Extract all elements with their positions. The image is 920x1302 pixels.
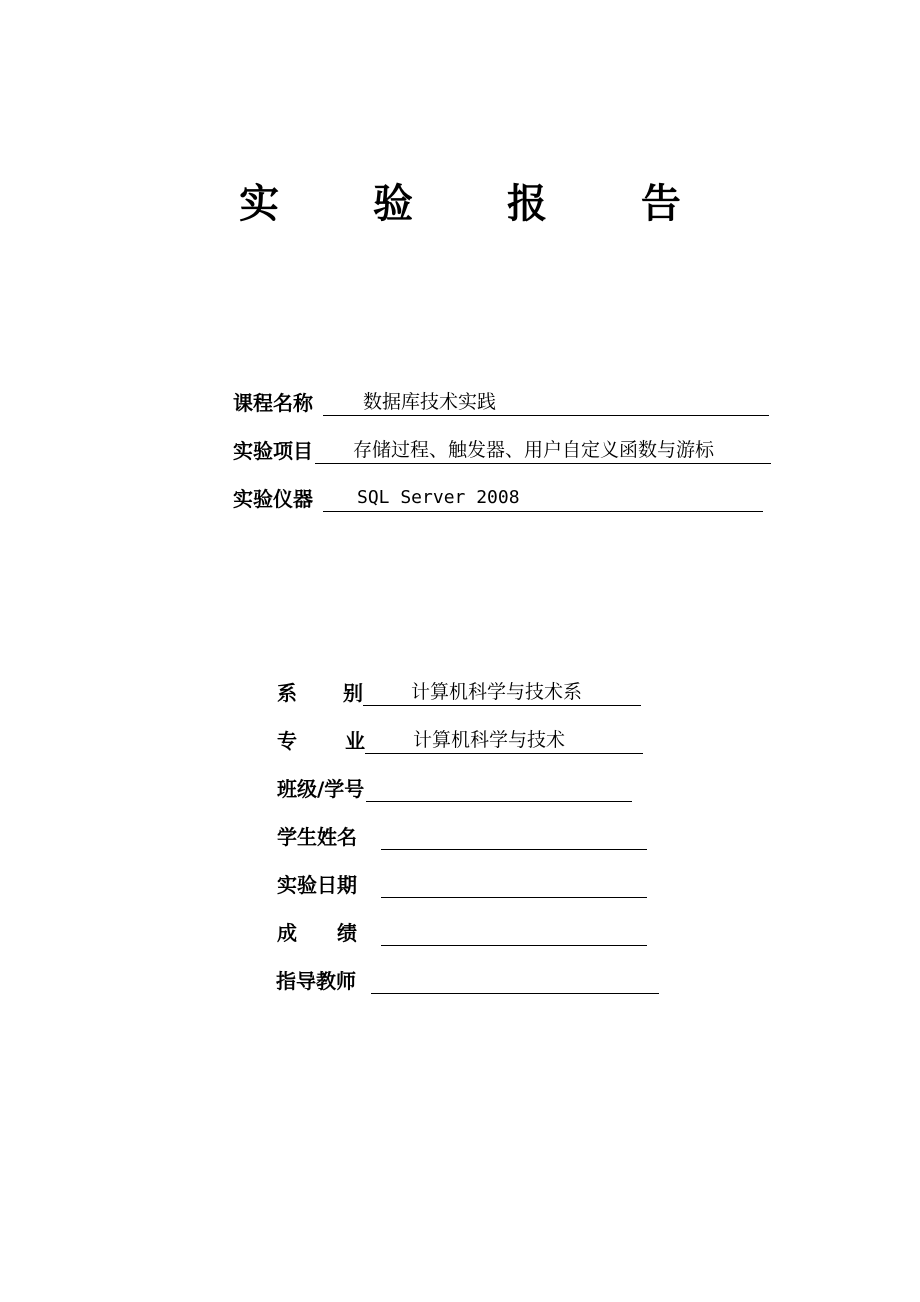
- major-label-char1: 专: [277, 729, 297, 753]
- course-project-row: [233, 434, 771, 464]
- grade-field[interactable]: [381, 945, 647, 946]
- student-name-row: [277, 820, 647, 850]
- exp-date-label: 实验日期: [277, 873, 357, 897]
- department-label: [277, 680, 363, 706]
- teacher-label: 指导教师: [276, 969, 356, 993]
- course-instrument-field[interactable]: SQL Server 2008: [323, 485, 763, 512]
- major-label-char2: 业: [345, 729, 365, 753]
- student-name-label: 学生姓名: [277, 825, 357, 849]
- course-project-label: 实验项目: [233, 439, 313, 463]
- major-field[interactable]: 计算机科学与技术: [365, 727, 643, 754]
- report-title: 实 验 报 告: [239, 180, 721, 227]
- grade-row: [277, 916, 647, 946]
- class-id-field[interactable]: [366, 801, 632, 802]
- course-instrument-row: [233, 482, 763, 512]
- department-row: [277, 676, 641, 706]
- course-instrument-label: 实验仪器: [233, 487, 313, 511]
- exp-date-row: [277, 868, 647, 898]
- student-name-field[interactable]: [381, 849, 647, 850]
- class-id-row: [277, 772, 632, 802]
- course-project-field[interactable]: 存储过程、触发器、用户自定义函数与游标: [315, 437, 771, 464]
- grade-label-char2: 绩: [337, 921, 357, 945]
- teacher-field[interactable]: [371, 993, 659, 994]
- course-name-row: [233, 386, 769, 416]
- teacher-row: [276, 964, 659, 994]
- major-label: [277, 728, 365, 754]
- department-label-char1: 系: [277, 681, 297, 705]
- department-label-char2: 别: [343, 681, 363, 705]
- course-name-label: 课程名称: [233, 391, 313, 415]
- grade-label: [277, 920, 357, 946]
- department-field[interactable]: 计算机科学与技术系: [363, 679, 641, 706]
- class-id-label: 班级/学号: [277, 777, 365, 801]
- grade-label-char1: 成: [277, 921, 297, 945]
- course-name-field[interactable]: 数据库技术实践: [323, 389, 769, 416]
- major-row: [277, 724, 643, 754]
- exp-date-field[interactable]: [381, 897, 647, 898]
